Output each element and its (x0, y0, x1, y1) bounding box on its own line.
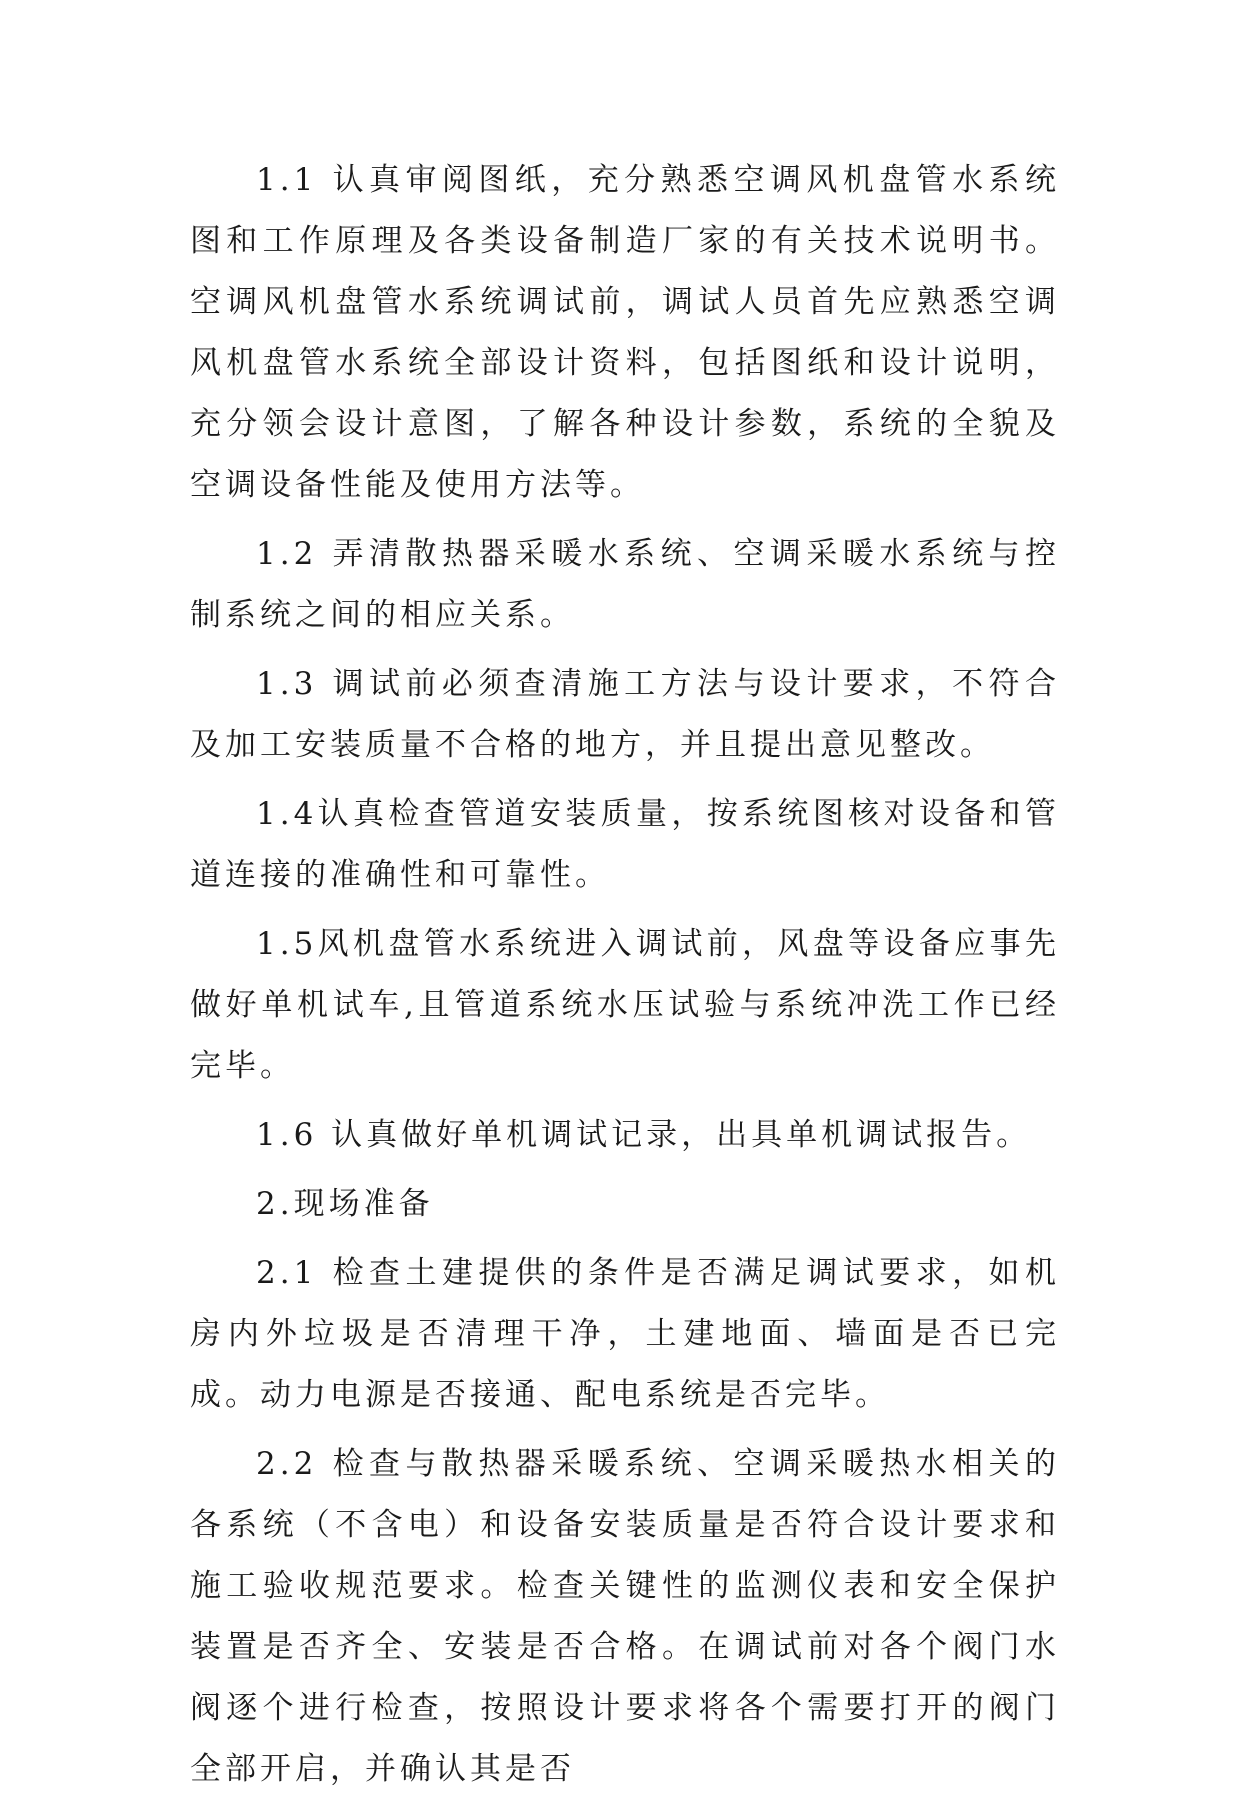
section-heading-2: 2.现场准备 (256, 1186, 434, 1222)
document-body (190, 150, 1060, 1808)
paragraph-1-4: 1.4认真检查管道安装质量，按系统图核对设备和管道连接的准确性和可靠性。 (190, 796, 1060, 893)
paragraph-1-1: 1.1 认真审阅图纸，充分熟悉空调风机盘管水系统图和工作原理及各类设备制造厂家的有关技术说明书。空调风机盘管水系统调试前，调试人员首先应熟悉空调风机盘管水系统全部设计资料，包括图纸和设计说明，充分领会设计意图，了解各种设计参数，系统的全貌及空调设备性能及使用方法等。 (190, 162, 1060, 503)
paragraph-1-5: 1.5风机盘管水系统进入调试前，风盘等设备应事先做好单机试车,且管道系统水压试验与系统冲洗工作已经完毕。 (190, 926, 1060, 1084)
paragraph-1-6: 1.6 认真做好单机调试记录，出具单机调试报告。 (256, 1117, 1032, 1153)
paragraph-2-2: 2.2 检查与散热器采暖系统、空调采暖热水相关的各系统（不含电）和设备安装质量是否符合设计要求和施工验收规范要求。检查关键性的监测仪表和安全保护装置是否齐全、安装是否合格。在调试前对各个阀门水阀逐个进行检查，按照设计要求将各个需要打开的阀门全部开启，并确认其是否 (190, 1446, 1060, 1787)
paragraph-1-3: 1.3 调试前必须查清施工方法与设计要求，不符合及加工安装质量不合格的地方，并且提出意见整改。 (190, 666, 1060, 763)
paragraph-2-1: 2.1 检查土建提供的条件是否满足调试要求，如机房内外垃圾是否清理干净，土建地面、墙面是否已完成。动力电源是否接通、配电系统是否完毕。 (190, 1255, 1060, 1413)
paragraph-1-2: 1.2 弄清散热器采暖水系统、空调采暖水系统与控制系统之间的相应关系。 (190, 536, 1060, 633)
